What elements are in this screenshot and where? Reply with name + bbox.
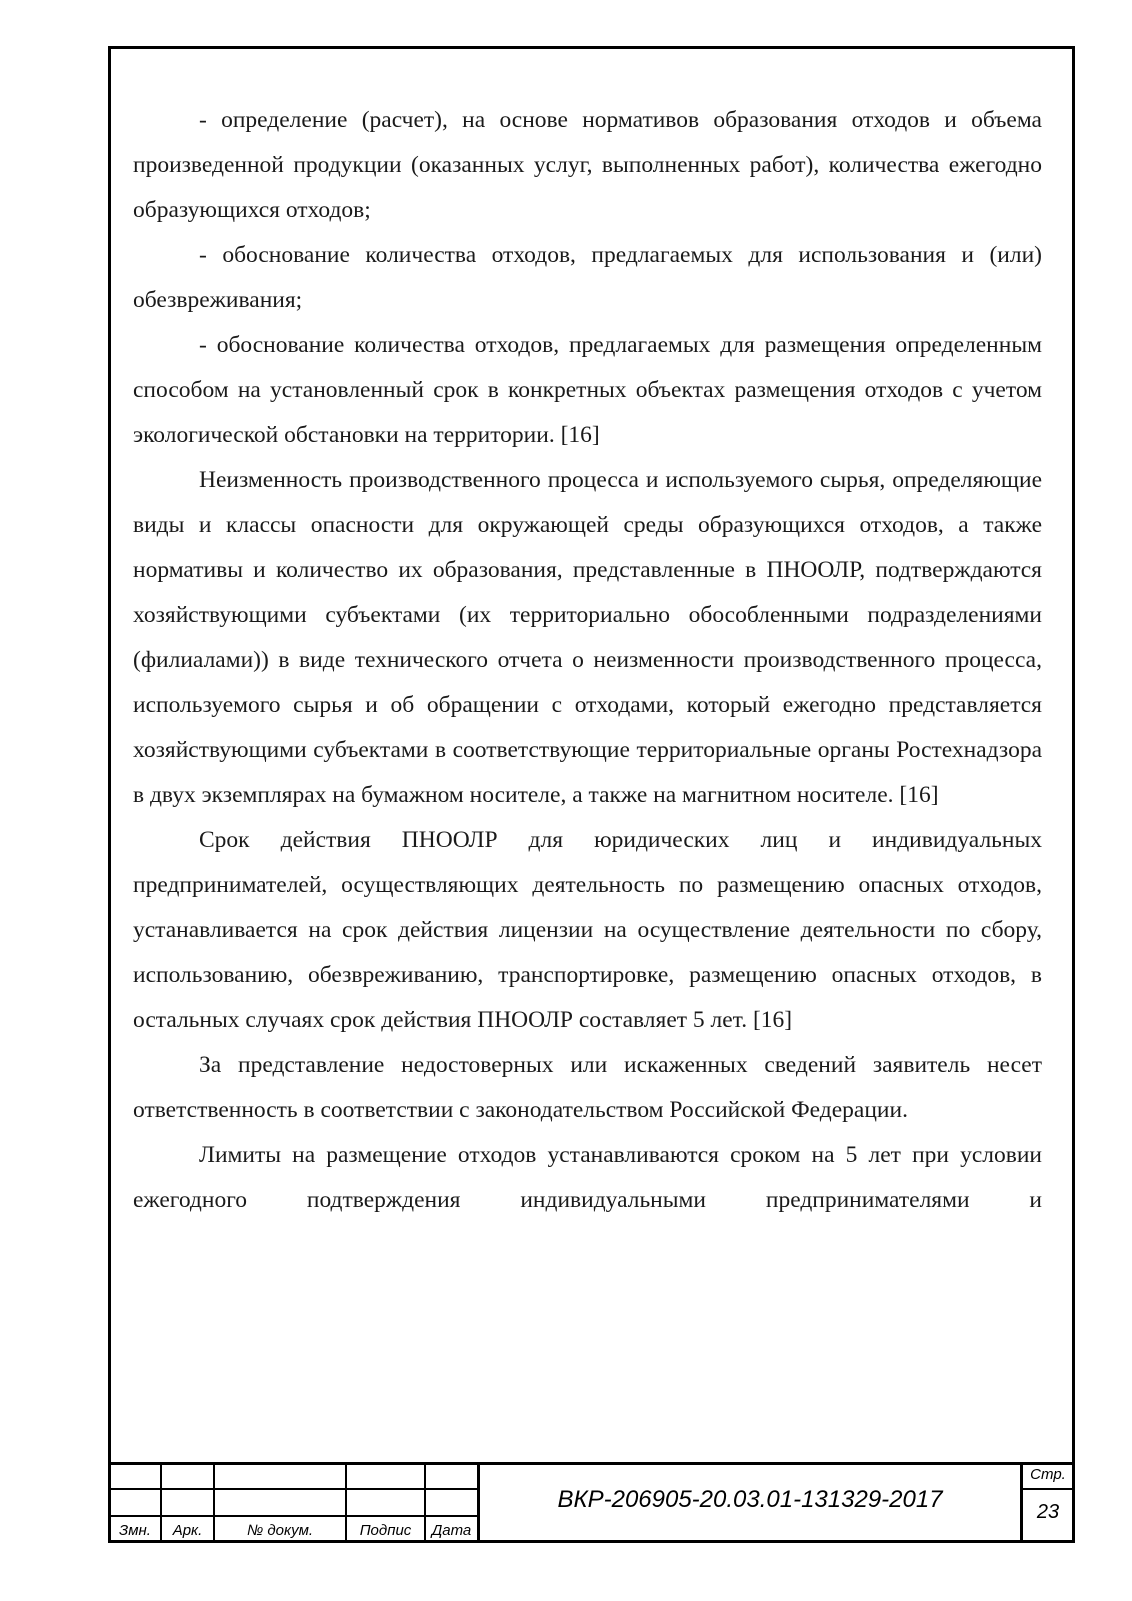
paragraph: - обоснование количества отходов, предлагаемых для использования и (или) обезвреживания; [133, 242, 1042, 313]
document-code: ВКР-206905-20.03.01-131329-2017 [557, 1486, 943, 1513]
page-number: 23 [1036, 1501, 1060, 1523]
stamp-label-doc: № докум. [246, 1522, 314, 1539]
title-block [108, 1462, 1075, 1543]
paragraph: Срок действия ПНООЛР для юридических лиц и индивидуальных предпринимателей, осуществляющих деятельность по размещению опасных отходов, устанавливается на срок действия лицензии на осуществление деятельности по сбору, использованию, обезвреживанию, транспортировке, размещению опасных отходов, в остальных случаях срок действия ПНООЛР составляет 5 лет. [16] [133, 827, 1042, 1033]
paragraph: - определение (расчет), на основе нормативов образования отходов и объема произведенной продукции (оказанных услуг, выполненных работ), количества ежегодно образующихся отходов; [133, 107, 1042, 223]
paragraph: Лимиты на размещение отходов устанавливаются сроком на 5 лет при условии ежегодного подтверждения индивидуальными предпринимателями и [133, 1142, 1042, 1213]
stamp-top-line [108, 1462, 1075, 1465]
stamp-label-date: Дата [431, 1522, 472, 1539]
stamp-label-izm: Змн. [119, 1522, 151, 1539]
paragraph: - обоснование количества отходов, предлагаемых для размещения определенным способом на установленный срок в конкретных объектах размещения отходов с учетом экологической обстановки на территории. [16] [133, 332, 1042, 448]
page-label: Стр. [1030, 1466, 1066, 1483]
stamp-label-list: Арк. [172, 1522, 203, 1539]
paragraph: Неизменность производственного процесса и используемого сырья, определяющие виды и классы опасности для окружающей среды образующихся отходов, а также нормативы и количество их образования, представленные в ПНООЛР, подтверждаются хозяйствующими субъектами (их территориально обособленными подразделениями (филиалами)) в виде технического отчета о неизменности производственного процесса, используемого сырья и об обращении с отходами, который ежегодно представляется хозяйствующими субъектами в соответствующие территориальные органы Ростехнадзора в двух экземплярах на бумажном носителе, а также на магнитном носителе. [16] [133, 467, 1042, 808]
stamp-label-sign: Подпис [359, 1522, 412, 1539]
paragraph: За представление недостоверных или искаженных сведений заявитель несет ответственность в соответствии с законодательством Российской Федерации. [133, 1052, 1042, 1123]
stamp-row-line [1020, 1488, 1075, 1490]
document-body [133, 98, 1042, 1223]
